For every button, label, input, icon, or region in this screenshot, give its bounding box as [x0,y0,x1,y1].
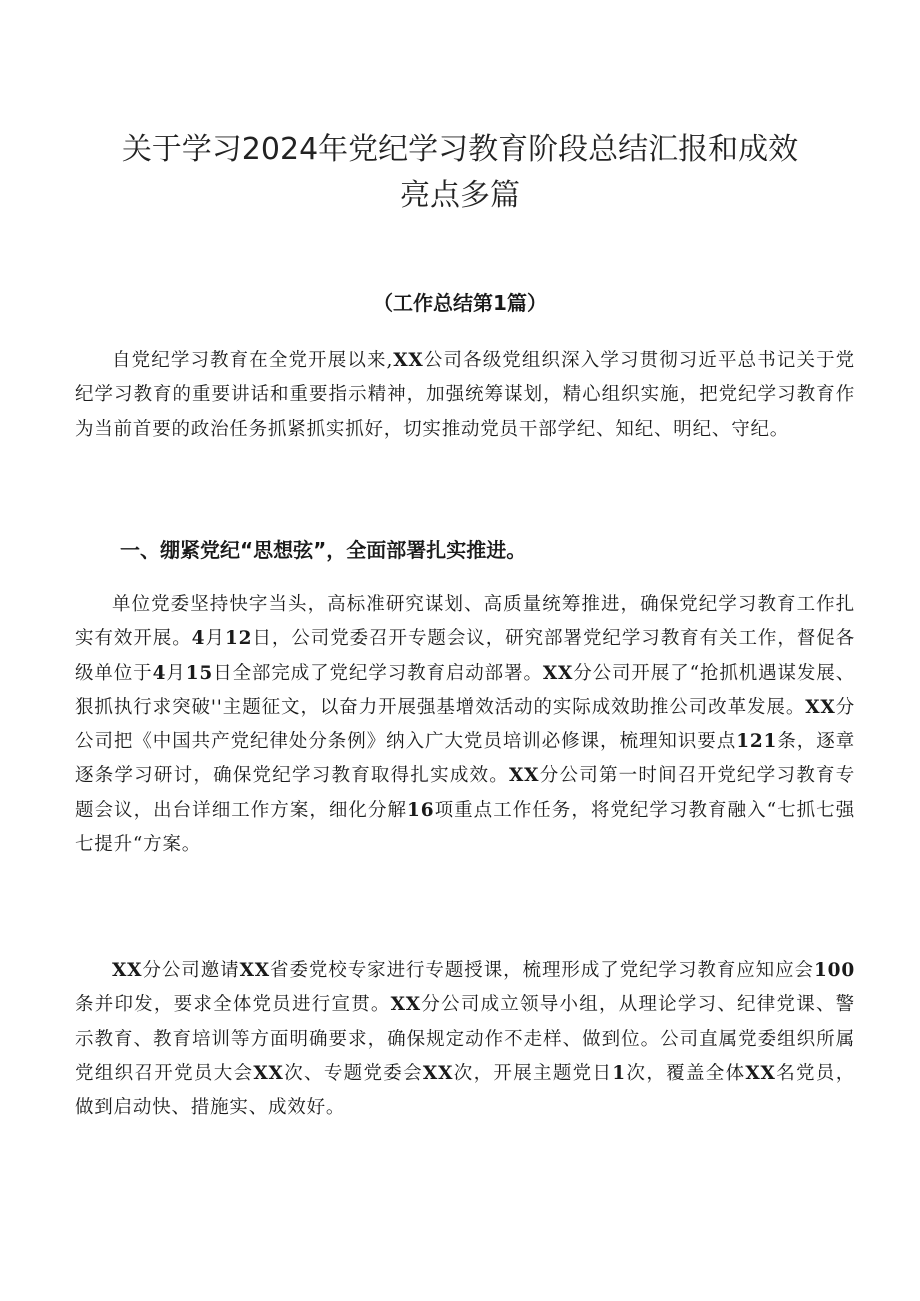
text-run: 省委党校专家进行专题授课，梳理形成了党纪学习教育应知应会 [269,960,814,981]
bold-text-run: 4 [152,662,167,684]
bold-text-run: XX [253,1062,284,1084]
document-title-line-1: 关于学习2024年党纪学习教育阶段总结汇报和成效 [121,132,799,167]
bold-text-run: XX [805,696,836,718]
text-run: 月 [205,628,225,650]
bold-text-run: XX [422,1062,454,1084]
text-run: 分公司成立领导小组，从理论学习、纪律党课、警示教育、教育培训等方面明确要求，确保规定动作不走样、做到位。公司直属党委组织所属党组织召开党员大会 [75,994,855,1084]
bold-text-run: XX [509,765,540,787]
bold-text-run: 1 [612,1062,626,1084]
text-run: 月 [166,662,186,684]
bold-text-run: 4 [191,628,206,650]
document-title-line-2: 亮点多篇 [400,178,520,213]
bold-text-run: XX [112,960,143,981]
bold-text-run: XX [542,662,574,684]
text-run: 公司各级党组织深入学习贯彻习近平总书记关于党纪学习教育的重要讲话和重要指示精神，加强统筹谋划，精心组织实施，把党纪学习教育作为当前首要的政治任务抓紧抓实抓好，切实推动党员干部学纪、知纪、明纪、守纪。 [75,350,855,440]
text-run: 次、专题党委会 [283,1062,423,1084]
section-heading-1: 一、绷紧党纪“思想弦”，全面部署扎实推进。 [120,538,527,562]
paragraph-deployment [75,588,855,862]
bold-text-run: 12 [224,628,253,650]
text-run: 次，开展主题党日 [453,1062,613,1084]
text-run: 日，公司党委召开专题会议，研究部署党纪学习教育有关工作，督促各级单位于 [75,628,855,684]
text-run: 名党员，做到启动快、措施实、成效好。 [75,1062,855,1119]
bold-text-run: 121 [736,731,778,753]
text-run: 自党纪学习教育在全党开展以来, [112,350,394,371]
text-run: 条，逐章逐条学习研讨，确保党纪学习教育取得扎实成效。 [75,731,856,787]
paragraph-intro [75,344,855,447]
text-run: 分公司邀请 [142,960,240,981]
bold-text-run: 15 [185,662,214,684]
document-subtitle: （工作总结第1篇） [373,291,547,315]
bold-text-run: XX [239,960,270,981]
text-run: 分公司开展了“抢抓机遇谋发展、狠抓执行求突破''主题征文，以奋力开展强基增效活动的实际成效助推公司改革发展。 [75,662,855,718]
paragraph-implementation [75,954,855,1125]
text-run: 日全部完成了党纪学习教育启动部署。 [213,662,543,684]
text-run: 条并印发，要求全体党员进行宣贯。 [75,994,391,1016]
text-run: 项重点工作任务，将党纪学习教育融入“七抓七强七提升“方案。 [75,799,855,856]
bold-text-run: XX [390,994,421,1016]
text-run: 分公司把《中国共产党纪律处分条例》纳入广大党员培训必修课，梳理知识要点 [75,696,855,753]
bold-text-run: 16 [407,799,435,821]
bold-text-run: XX [745,1062,776,1084]
text-run: 单位党委坚持快字当头，高标准研究谋划、高质量统筹推进，确保党纪学习教育工作扎实有效开展。 [75,594,855,650]
bold-text-run: 100 [813,960,855,981]
text-run: 次，覆盖全体 [625,1062,746,1084]
text-run: 分公司第一时间召开党纪学习教育专题会议，出台详细工作方案，细化分解 [75,765,855,821]
bold-text-run: XX [393,350,424,371]
